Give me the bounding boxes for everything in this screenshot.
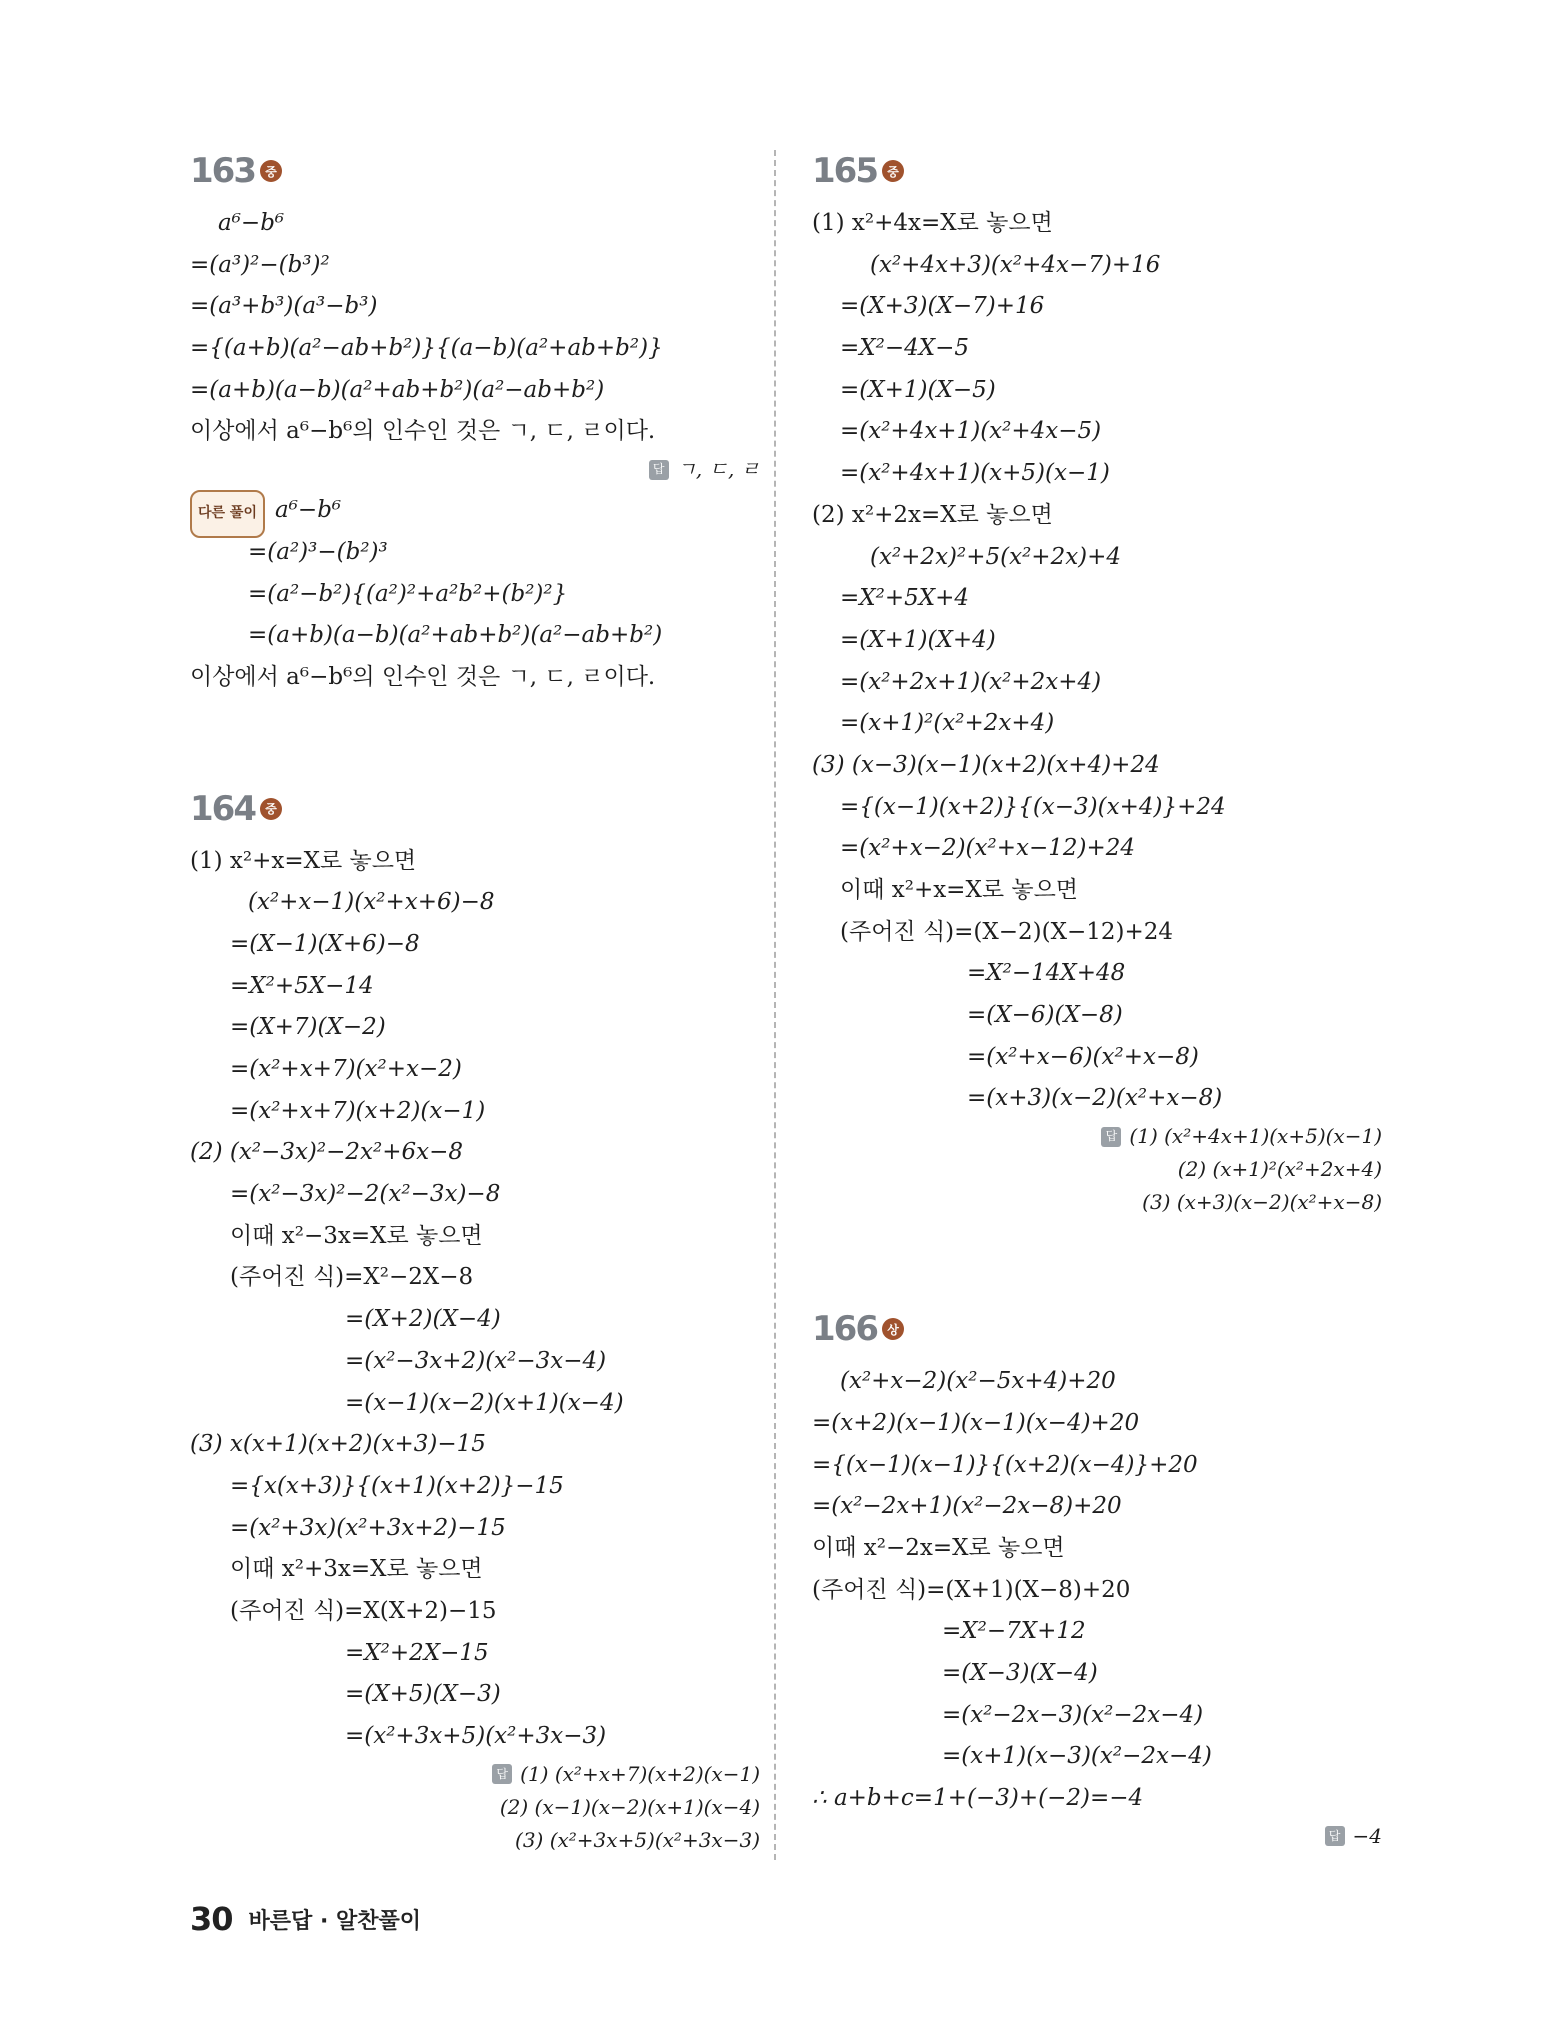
solution-line: =(x+1)²(x²+2x+4): [840, 710, 1055, 737]
solution-line: =X²+5X−14: [230, 972, 374, 999]
problem-header: [190, 145, 760, 197]
solution-line: =(X+3)(X−7)+16: [840, 293, 1045, 320]
solution-line: =(X−6)(X−8): [967, 1002, 1123, 1029]
answer-text: (3) (x²+3x+5)(x²+3x−3): [515, 1827, 760, 1852]
book-title: 바른답 · 알찬풀이: [248, 1908, 421, 1934]
solution-line: =(x−1)(x−2)(x+1)(x−4): [345, 1389, 624, 1416]
problem-163: [190, 145, 760, 699]
solution-line: (2) x²+2x=X로 놓으면: [812, 501, 1053, 528]
answer-text: (3) (x+3)(x−2)(x²+x−8): [1142, 1190, 1382, 1215]
solution-line: (x²+x−1)(x²+x+6)−8: [248, 889, 495, 916]
alt-solution-badge: 다른 풀이: [190, 490, 265, 538]
solution-line: =(x+3)(x−2)(x²+x−8): [967, 1085, 1223, 1112]
page-number: 30: [190, 1900, 233, 1938]
alt-expression: a⁶−b⁶: [274, 497, 342, 524]
solution-line: (주어진 식)=(X−2)(X−12)+24: [840, 918, 1174, 945]
answer-text: ㄱ, ㄷ, ㄹ: [676, 457, 760, 482]
solution-line: (3) x(x+1)(x+2)(x+3)−15: [190, 1431, 486, 1458]
solution-line: (주어진 식)=X(X+2)−15: [230, 1597, 497, 1624]
solution-line: =X²−14X+48: [967, 960, 1126, 987]
solution-line: (2) (x²−3x)²−2x²+6x−8: [190, 1139, 464, 1166]
solution-line: =(x²+x−2)(x²+x−12)+24: [840, 835, 1136, 862]
solution-line: =X²−4X−5: [840, 335, 970, 362]
solution-line: ={(x−1)(x+2)}{(x−3)(x+4)}+24: [840, 793, 1226, 820]
solution-line: =X²−7X+12: [942, 1618, 1086, 1645]
solution-line: =(x²+x+7)(x+2)(x−1): [230, 1097, 486, 1124]
solution-line: =(X+1)(X−5): [840, 376, 996, 403]
solution-line: =(X−1)(X+6)−8: [230, 930, 420, 957]
solution-line: =(x²−3x)²−2(x²−3x)−8: [230, 1181, 501, 1208]
difficulty-badge: 중: [260, 798, 282, 820]
solution-line: (주어진 식)=X²−2X−8: [230, 1264, 474, 1291]
solution-line: =X²+5X+4: [840, 585, 970, 612]
problem-166: [812, 1303, 1382, 1853]
answer-line: [1150, 1153, 1382, 1186]
solution-line: (주어진 식)=(X+1)(X−8)+20: [812, 1576, 1131, 1603]
left-column: [190, 145, 760, 1941]
difficulty-badge: 중: [260, 160, 282, 182]
solution-line: =(a³)²−(b³)²: [190, 251, 330, 278]
answer-icon: 답: [649, 460, 669, 480]
solution-line: =(x²+4x+1)(x+5)(x−1): [840, 460, 1110, 487]
alt-solution-line: =(a+b)(a−b)(a²+ab+b²)(a²−ab+b²): [248, 622, 663, 649]
answer-line: [1325, 1820, 1382, 1853]
column-divider: [774, 150, 776, 1860]
solution-line: ={(a+b)(a²−ab+b²)}{(a−b)(a²+ab+b²)}: [190, 335, 663, 362]
solution-line: =(x²−3x+2)(x²−3x−4): [345, 1347, 607, 1374]
solution-line: =(X+5)(X−3): [345, 1681, 501, 1708]
answer-text: (1) (x²+x+7)(x+2)(x−1): [520, 1761, 760, 1786]
alt-solution-line: 이상에서 a⁶−b⁶의 인수인 것은 ㄱ, ㄷ, ㄹ이다.: [190, 663, 656, 690]
solution-line: =(x+1)(x−3)(x²−2x−4): [942, 1743, 1212, 1770]
solution-line: =(x²−2x+1)(x²−2x−8)+20: [812, 1493, 1122, 1520]
answer-line: [472, 1791, 760, 1824]
solution-line: =(a³+b³)(a³−b³): [190, 293, 378, 320]
answer-box: [190, 453, 760, 486]
alternative-solution: [190, 490, 760, 698]
solution-line: (x²+4x+3)(x²+4x−7)+16: [870, 251, 1161, 278]
problem-header: [812, 145, 1382, 197]
solution-line: 이상에서 a⁶−b⁶의 인수인 것은 ㄱ, ㄷ, ㄹ이다.: [190, 418, 656, 445]
solution-line: (1) x²+x=X로 놓으면: [190, 847, 417, 874]
problem-header: [812, 1303, 1382, 1355]
solution-line: ={(x−1)(x−1)}{(x+2)(x−4)}+20: [812, 1451, 1198, 1478]
solution-line: 이때 x²−3x=X로 놓으면: [230, 1222, 483, 1249]
solution-line: 이때 x²+x=X로 놓으면: [840, 877, 1079, 903]
answer-icon: 답: [1325, 1826, 1345, 1846]
answer-box: [812, 1120, 1382, 1219]
solution-line: (x²+2x)²+5(x²+2x)+4: [870, 543, 1122, 570]
solution-line: ={x(x+3)}{(x+1)(x+2)}−15: [230, 1472, 564, 1499]
answer-line: [487, 1824, 760, 1857]
problem-number: 164: [190, 788, 255, 829]
answer-line: [649, 453, 760, 486]
solution-line: =(x²+x−6)(x²+x−8): [967, 1043, 1199, 1070]
problem-number: 165: [812, 151, 877, 191]
alt-solution-line: =(a²−b²){(a²)²+a²b²+(b²)²}: [248, 580, 568, 607]
solution-line: (3) (x−3)(x−1)(x+2)(x+4)+24: [812, 751, 1160, 778]
answer-icon: 답: [492, 1764, 512, 1784]
solution-line: =(x²−2x−3)(x²−2x−4): [942, 1701, 1204, 1728]
solution-line: (1) x²+4x=X로 놓으면: [812, 210, 1053, 236]
solution-line: =(x²+x+7)(x²+x−2): [230, 1056, 462, 1082]
difficulty-badge: 중: [882, 160, 904, 182]
answer-line: [1101, 1120, 1382, 1153]
answer-icon: 답: [1101, 1127, 1121, 1147]
solution-line: 이때 x²−2x=X로 놓으면: [812, 1534, 1065, 1561]
alt-first-line: [190, 490, 760, 532]
solution-line: =(X+1)(X+4): [840, 626, 996, 653]
solution-line: =(x²+4x+1)(x²+4x−5): [840, 418, 1102, 445]
answer-box: [812, 1820, 1382, 1853]
solution-line: =(X−3)(X−4): [942, 1659, 1098, 1686]
answer-text: (2) (x+1)²(x²+2x+4): [1177, 1157, 1382, 1182]
right-column: [812, 145, 1382, 1937]
solution-line: =(x²+3x)(x²+3x+2)−15: [230, 1514, 506, 1541]
problem-number: 166: [812, 1309, 877, 1350]
problem-number: 163: [190, 151, 255, 191]
difficulty-badge: 상: [882, 1318, 904, 1340]
answer-text: (1) (x²+4x+1)(x+5)(x−1): [1129, 1124, 1382, 1149]
solution-line: ∴ a+b+c=1+(−3)+(−2)=−4: [812, 1785, 1144, 1811]
solution-line: =(x²+2x+1)(x²+2x+4): [840, 668, 1102, 695]
answer-text: (2) (x−1)(x−2)(x+1)(x−4): [499, 1794, 760, 1819]
problem-165: [812, 145, 1382, 1219]
solution-line: =(x+2)(x−1)(x−1)(x−4)+20: [812, 1409, 1140, 1436]
solution-line: =(a+b)(a−b)(a²+ab+b²)(a²−ab+b²): [190, 376, 605, 403]
answer-box: [190, 1758, 760, 1857]
answer-text: −4: [1352, 1823, 1382, 1848]
problem-164: [190, 783, 760, 1857]
answer-line: [492, 1758, 760, 1791]
alt-solution-line: =(a²)³−(b²)³: [248, 538, 388, 565]
solution-line: (x²+x−2)(x²−5x+4)+20: [840, 1368, 1116, 1395]
solution-line: =(X+7)(X−2): [230, 1014, 386, 1041]
answer-line: [1114, 1186, 1382, 1219]
solution-line: =(x²+3x+5)(x²+3x−3): [345, 1723, 607, 1749]
solution-line: 이때 x²+3x=X로 놓으면: [230, 1556, 483, 1583]
solution-line: =(X+2)(X−4): [345, 1306, 501, 1333]
page-footer: [190, 1900, 421, 1938]
problem-header: [190, 783, 760, 835]
solution-line: a⁶−b⁶: [218, 210, 285, 236]
solution-line: =X²+2X−15: [345, 1639, 489, 1666]
